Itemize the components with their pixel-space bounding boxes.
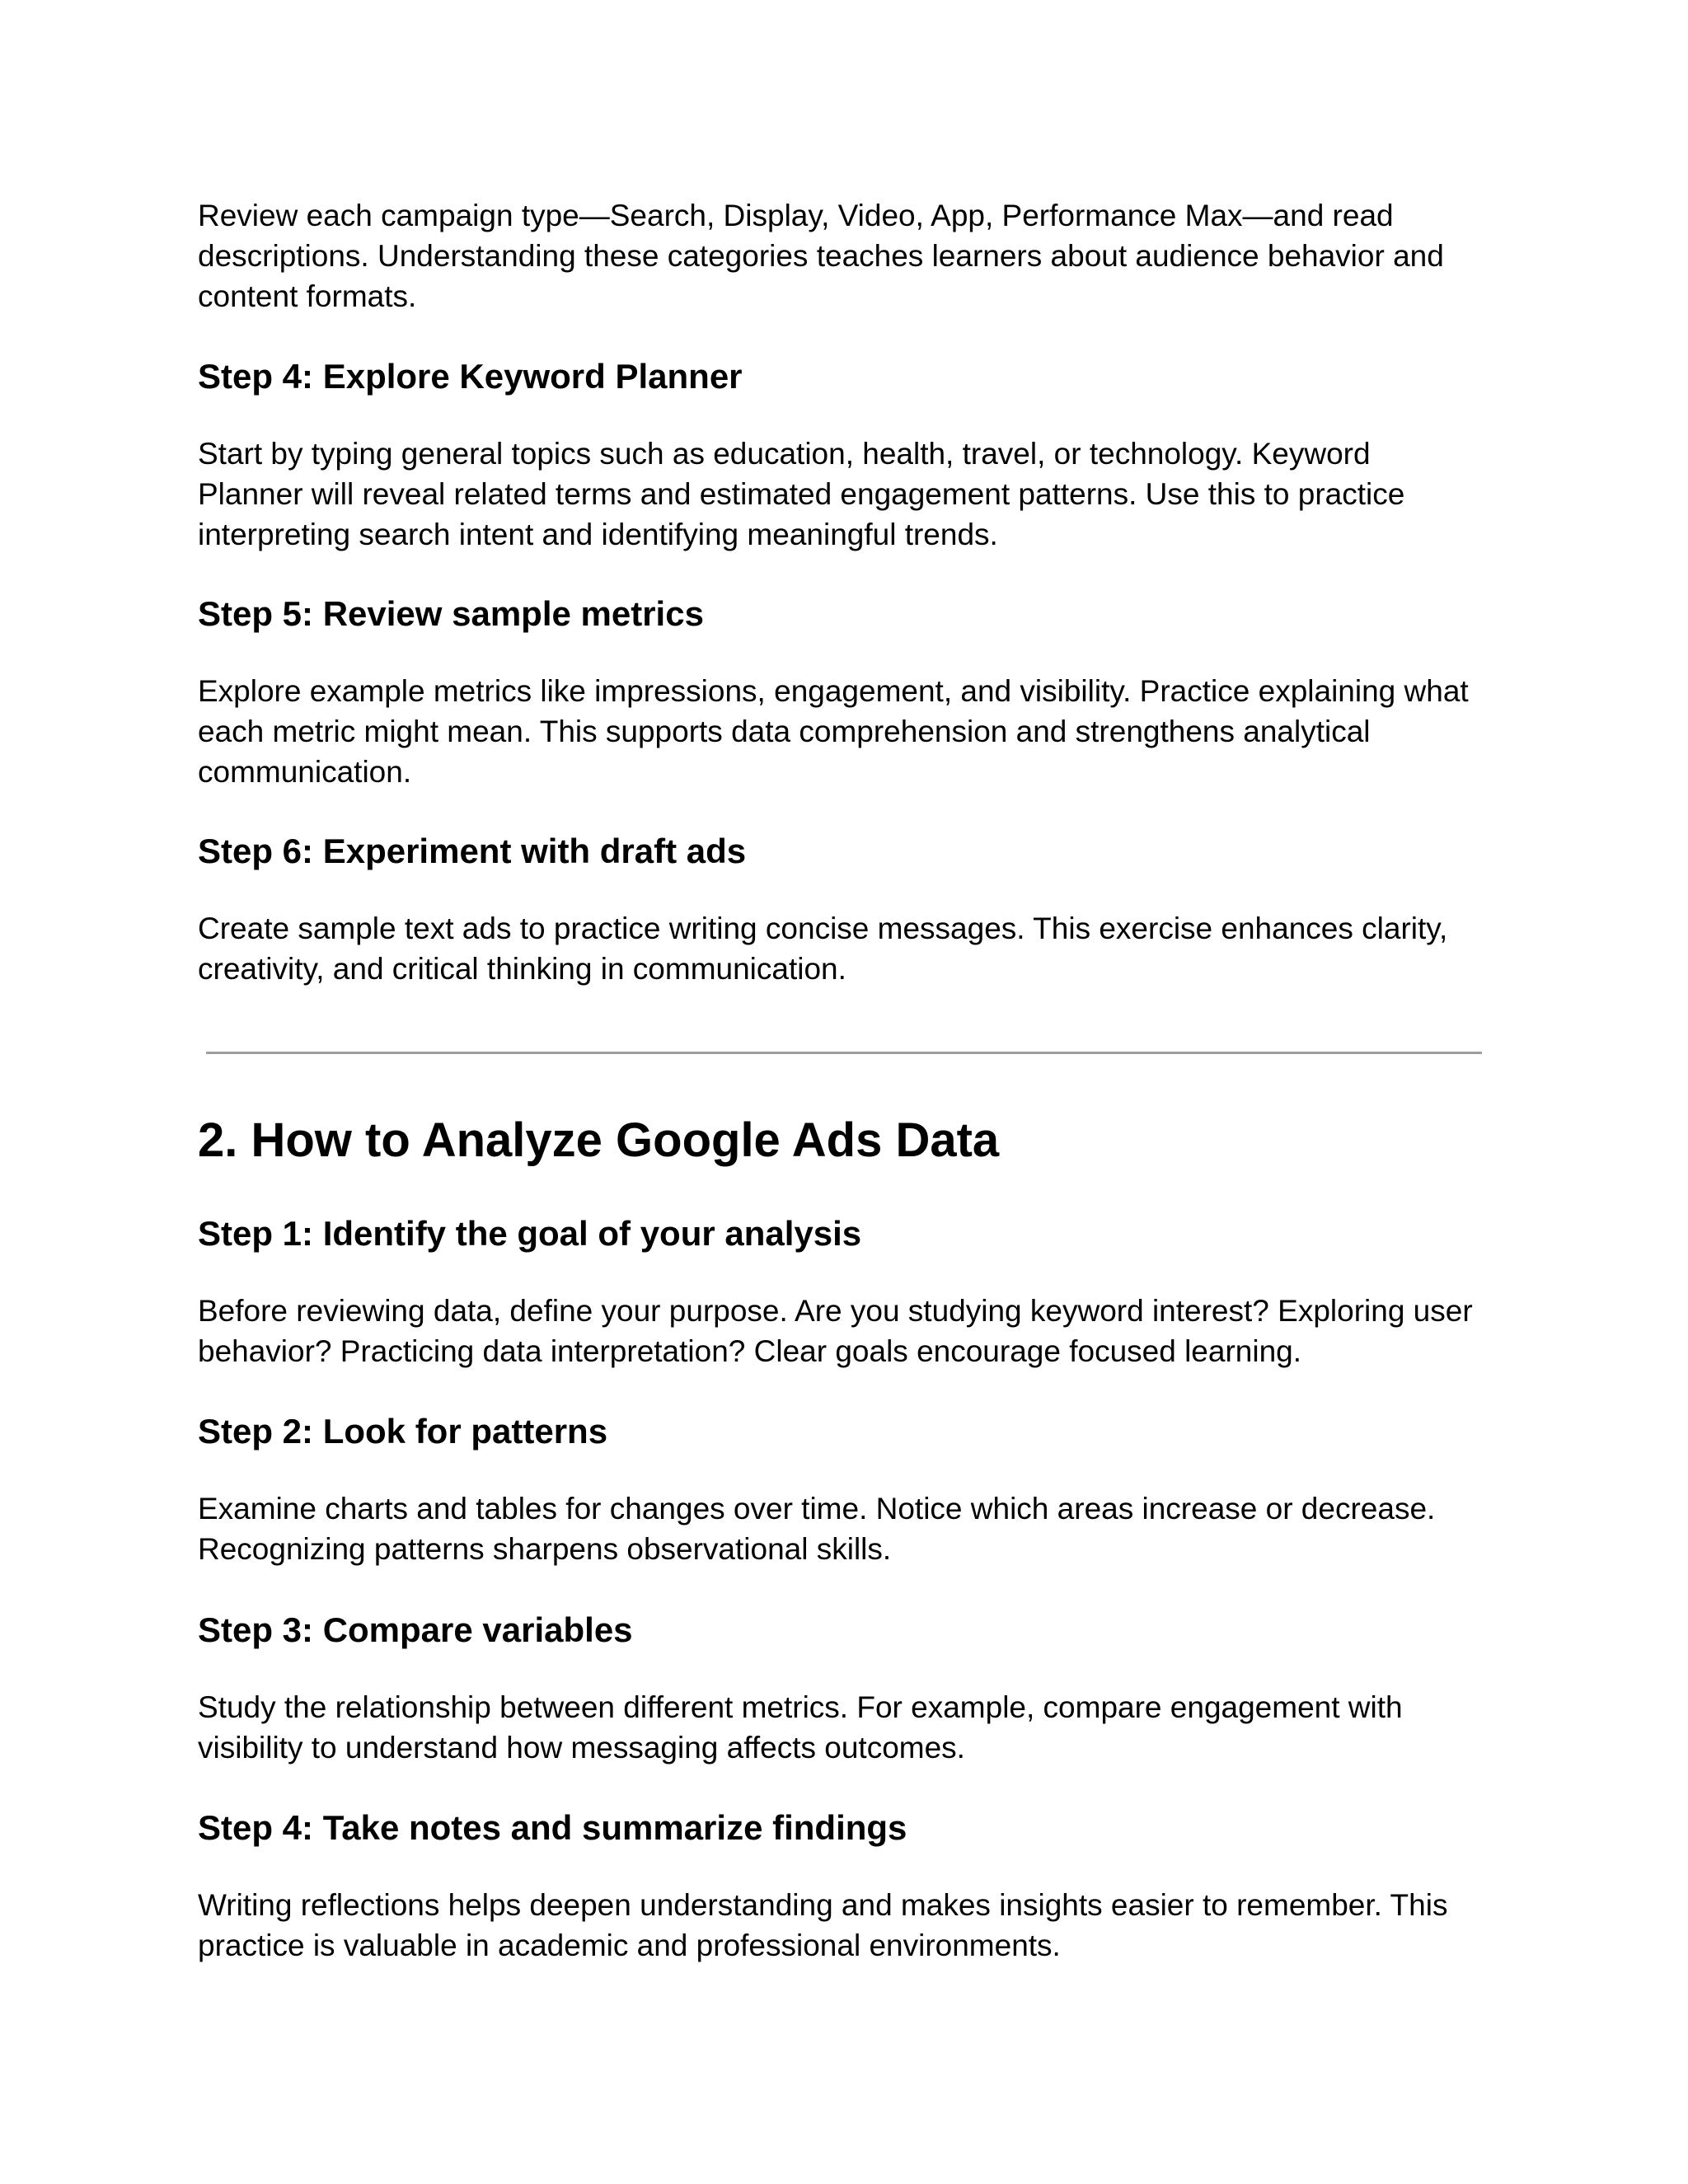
step-paragraph: Before reviewing data, define your purpose. Are you studying keyword interest? Exploring user behavior? Practicing data interpretation? Clear goals encourage focused learning. [198, 1294, 1473, 1368]
step-heading: Step 6: Experiment with draft ads [198, 832, 747, 870]
step-paragraph: Writing reflections helps deepen understanding and makes insights easier to remember. This practice is valuable in academic and professional environments. [198, 1888, 1448, 1962]
step-heading: Step 3: Compare variables [198, 1610, 633, 1649]
step-heading: Step 1: Identify the goal of your analysis [198, 1214, 862, 1253]
step-paragraph: Create sample text ads to practice writing concise messages. This exercise enhances clarity, creativity, and critical thinking in communication. [198, 912, 1448, 986]
step-heading: Step 4: Explore Keyword Planner [198, 357, 743, 396]
step-heading: Step 4: Take notes and summarize findings [198, 1808, 907, 1847]
horizontal-divider [206, 1052, 1482, 1054]
campaign-types-paragraph: Review each campaign type—Search, Display, Video, App, Performance Max—and read descriptions. Understanding these categories teaches learners about audience behavior and content formats. [198, 199, 1444, 313]
section-title: 2. How to Analyze Google Ads Data [198, 1113, 1000, 1167]
step-paragraph: Study the relationship between different metrics. For example, compare engagement with visibility to understand how messaging affects outcomes. [198, 1690, 1403, 1765]
step-heading: Step 5: Review sample metrics [198, 594, 704, 633]
step-paragraph: Examine charts and tables for changes over time. Notice which areas increase or decrease. Recognizing patterns sharpens observational skills. [198, 1492, 1436, 1566]
step-paragraph: Start by typing general topics such as education, health, travel, or technology. Keyword Planner will reveal related terms and estimated engagement patterns. Use this to practice interpreting search intent and identifying meaningful trends. [198, 437, 1405, 551]
step-paragraph: Explore example metrics like impressions, engagement, and visibility. Practice explaining what each metric might mean. This supports data comprehension and strengthens analytical communication. [198, 674, 1469, 789]
step-heading: Step 2: Look for patterns [198, 1412, 608, 1451]
